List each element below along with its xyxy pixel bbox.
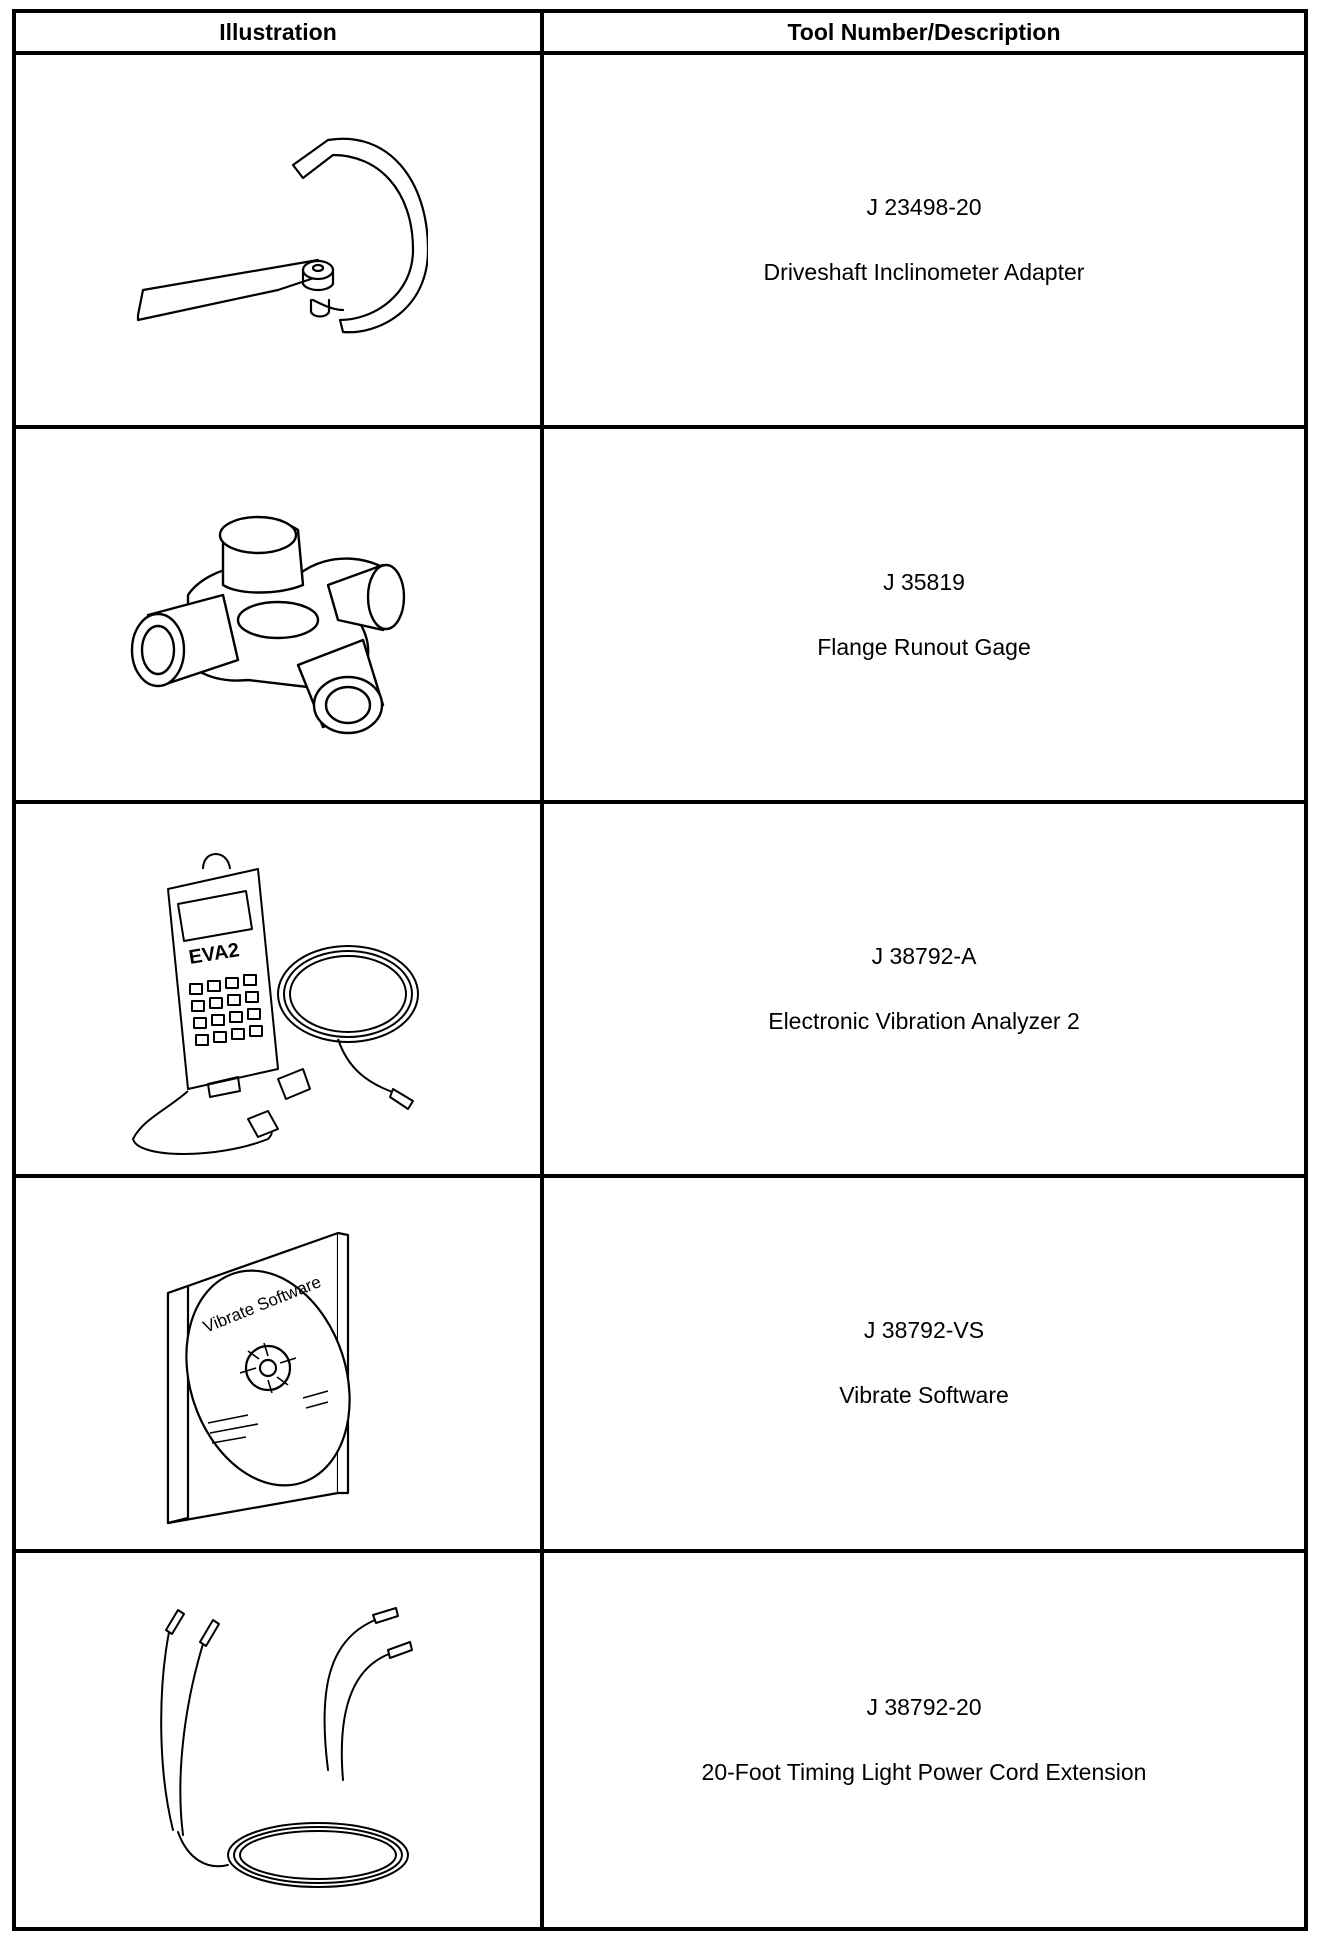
tool-number: J 38792-VS bbox=[863, 1317, 985, 1344]
tool-description-cell bbox=[544, 429, 1304, 803]
tool-description: Electronic Vibration Analyzer 2 bbox=[768, 1007, 1080, 1034]
tool-description-cell bbox=[544, 55, 1304, 429]
tool-description: Driveshaft Inclinometer Adapter bbox=[763, 259, 1085, 286]
tool-description-cell bbox=[544, 1553, 1304, 1927]
header-illustration: Illustration bbox=[16, 13, 544, 55]
software-cd-icon bbox=[128, 1193, 428, 1533]
tool-table bbox=[12, 9, 1308, 1931]
tool-description-cell bbox=[544, 804, 1304, 1178]
tool-description-cell bbox=[544, 1178, 1304, 1552]
tool-number: J 35819 bbox=[883, 568, 965, 595]
tool-number: J 38792-20 bbox=[866, 1693, 982, 1720]
power-cord-icon bbox=[128, 1570, 428, 1910]
tool-description: Flange Runout Gage bbox=[817, 633, 1031, 660]
device-label: EVA2 bbox=[187, 939, 241, 969]
illustration-cell bbox=[16, 1178, 544, 1552]
illustration-cell bbox=[16, 1553, 544, 1927]
tool-description: 20-Foot Timing Light Power Cord Extension bbox=[701, 1758, 1147, 1785]
illustration-cell bbox=[16, 429, 544, 803]
universal-joint-icon bbox=[128, 445, 428, 785]
illustration-cell bbox=[16, 804, 544, 1178]
vibration-analyzer-icon bbox=[128, 819, 428, 1159]
inclinometer-adapter-icon bbox=[128, 70, 428, 410]
disc-label: Vibrate Software bbox=[200, 1272, 324, 1338]
tool-number: J 38792-A bbox=[871, 942, 977, 969]
tool-number: J 23498-20 bbox=[866, 194, 982, 221]
tool-description: Vibrate Software bbox=[839, 1382, 1009, 1409]
header-tool-description: Tool Number/Description bbox=[544, 13, 1304, 55]
illustration-cell bbox=[16, 55, 544, 429]
